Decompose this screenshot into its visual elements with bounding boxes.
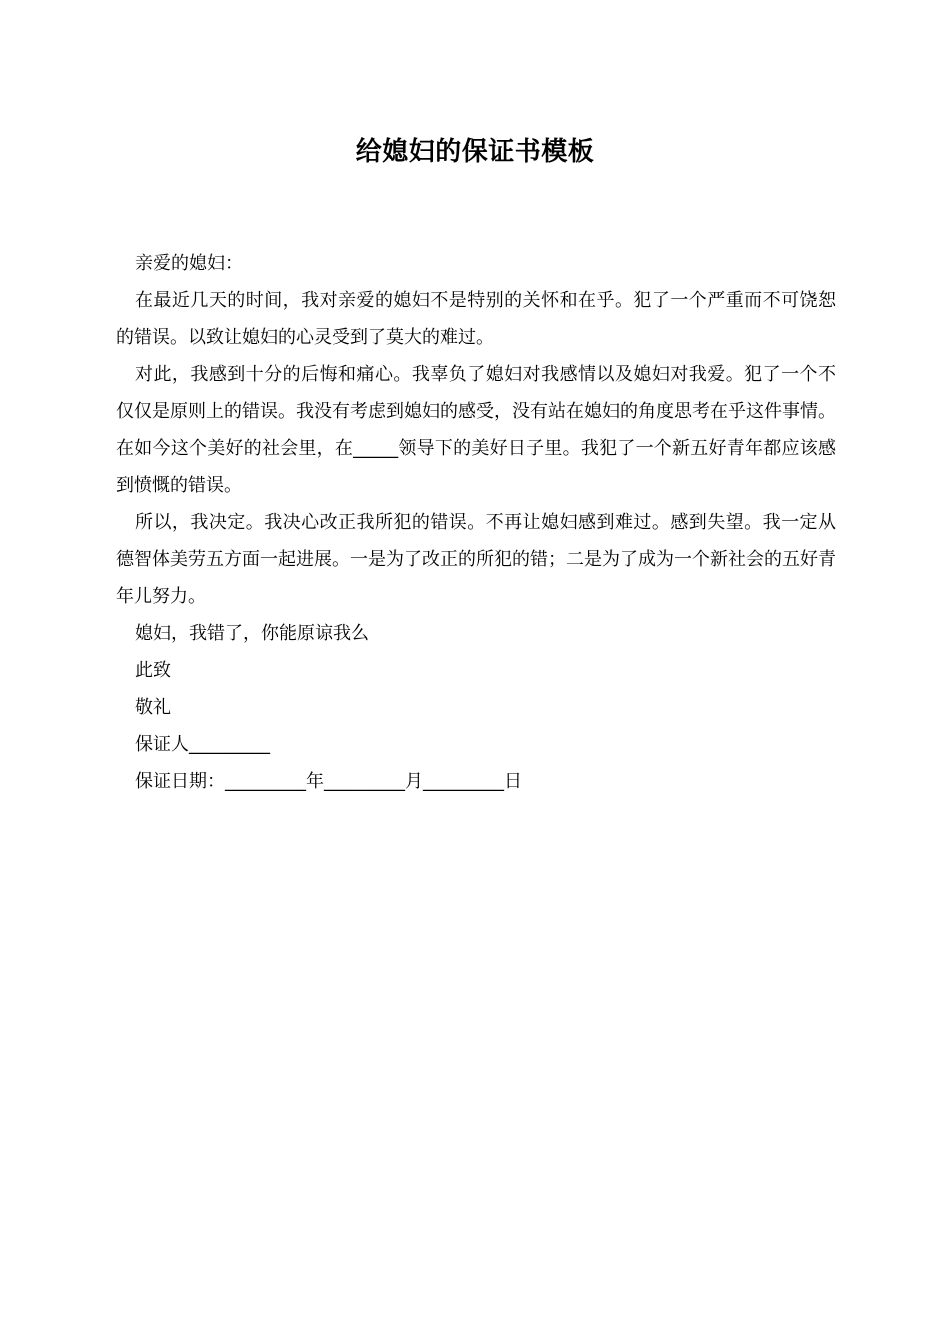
salutation: 亲爱的媳妇： bbox=[135, 253, 243, 274]
closing-line-1: 此致 bbox=[135, 660, 171, 681]
paragraph-3: 所以，我决定。我决心改正我所犯的错误。不再让媳妇感到难过。感到失望。我一定从德智体美劳五方面一起进展。一是为了改正的所犯的错；二是为了成为一个新社会的五好青年儿努力。 bbox=[116, 512, 836, 607]
guarantor-line: 保证人_________ bbox=[135, 734, 270, 755]
closing-line-2: 敬礼 bbox=[135, 697, 171, 718]
paragraph-1: 在最近几天的时间，我对亲爱的媳妇不是特别的关怀和在乎。犯了一个严重而不可饶恕的错误。以致让媳妇的心灵受到了莫大的难过。 bbox=[116, 290, 836, 348]
paragraph-2: 对此，我感到十分的后悔和痛心。我辜负了媳妇对我感情以及媳妇对我爱。犯了一个不仅仅是原则上的错误。我没有考虑到媳妇的感受，没有站在媳妇的角度思考在乎这件事情。在如今这个美好的社会里，在_____领导下的美好日子里。我犯了一个新五好青年都应该感到愤慨的错误。 bbox=[116, 364, 836, 496]
date-line: 保证日期：_________年_________月_________日 bbox=[135, 771, 522, 792]
document-body bbox=[116, 245, 836, 800]
document-title: 给媳妇的保证书模板 bbox=[355, 137, 595, 167]
apology-line: 媳妇，我错了，你能原谅我么 bbox=[135, 623, 369, 644]
